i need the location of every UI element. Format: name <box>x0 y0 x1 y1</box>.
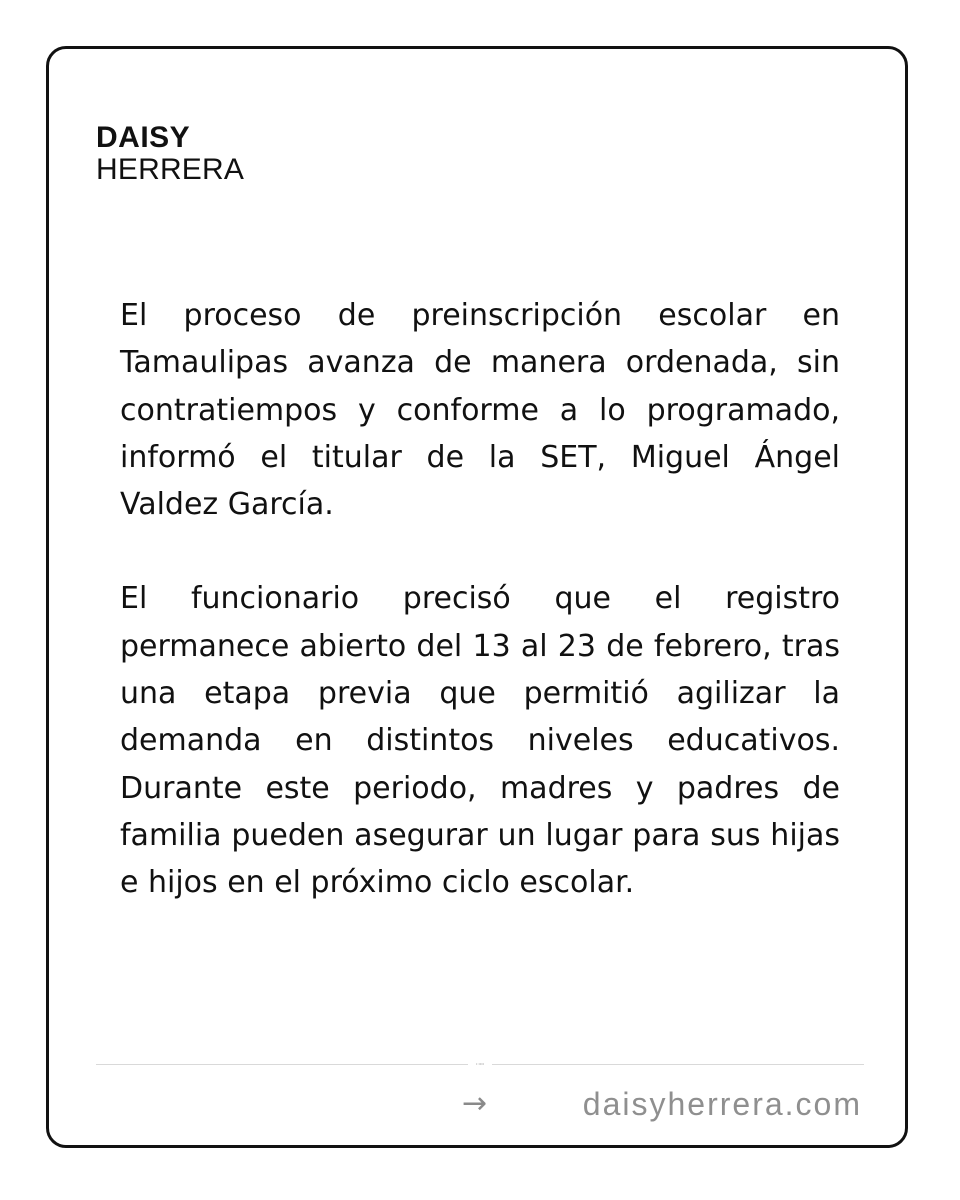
article-paragraph-2: El funcionario precisó que el registro permanece abierto del 13 al 23 de febrero, tras una etapa previa que permitió agilizar la demanda en distintos niveles educativos. Durante este periodo, madres y padres de familia pueden asegurar un lugar para sus hijas e hijos en el próximo ciclo escolar. <box>120 581 840 901</box>
right-arrow-icon: → <box>462 1086 488 1121</box>
brand-last-name: HERRERA <box>96 153 245 186</box>
footer-divider-left <box>96 1064 468 1065</box>
article-body <box>120 292 840 907</box>
brand-logo <box>96 122 244 186</box>
brand-first-name: DAISY <box>96 121 191 154</box>
article-paragraph-1: El proceso de preinscripción escolar en Tamaulipas avanza de manera ordenada, sin contratiempos y conforme a lo programado, informó el titular de la SET, Miguel Ángel Valdez García. <box>120 298 840 523</box>
footer-divider-mark: • •••• <box>475 1061 485 1066</box>
footer-divider-right <box>492 1064 864 1065</box>
website-url: daisyherrera.com <box>582 1086 862 1122</box>
